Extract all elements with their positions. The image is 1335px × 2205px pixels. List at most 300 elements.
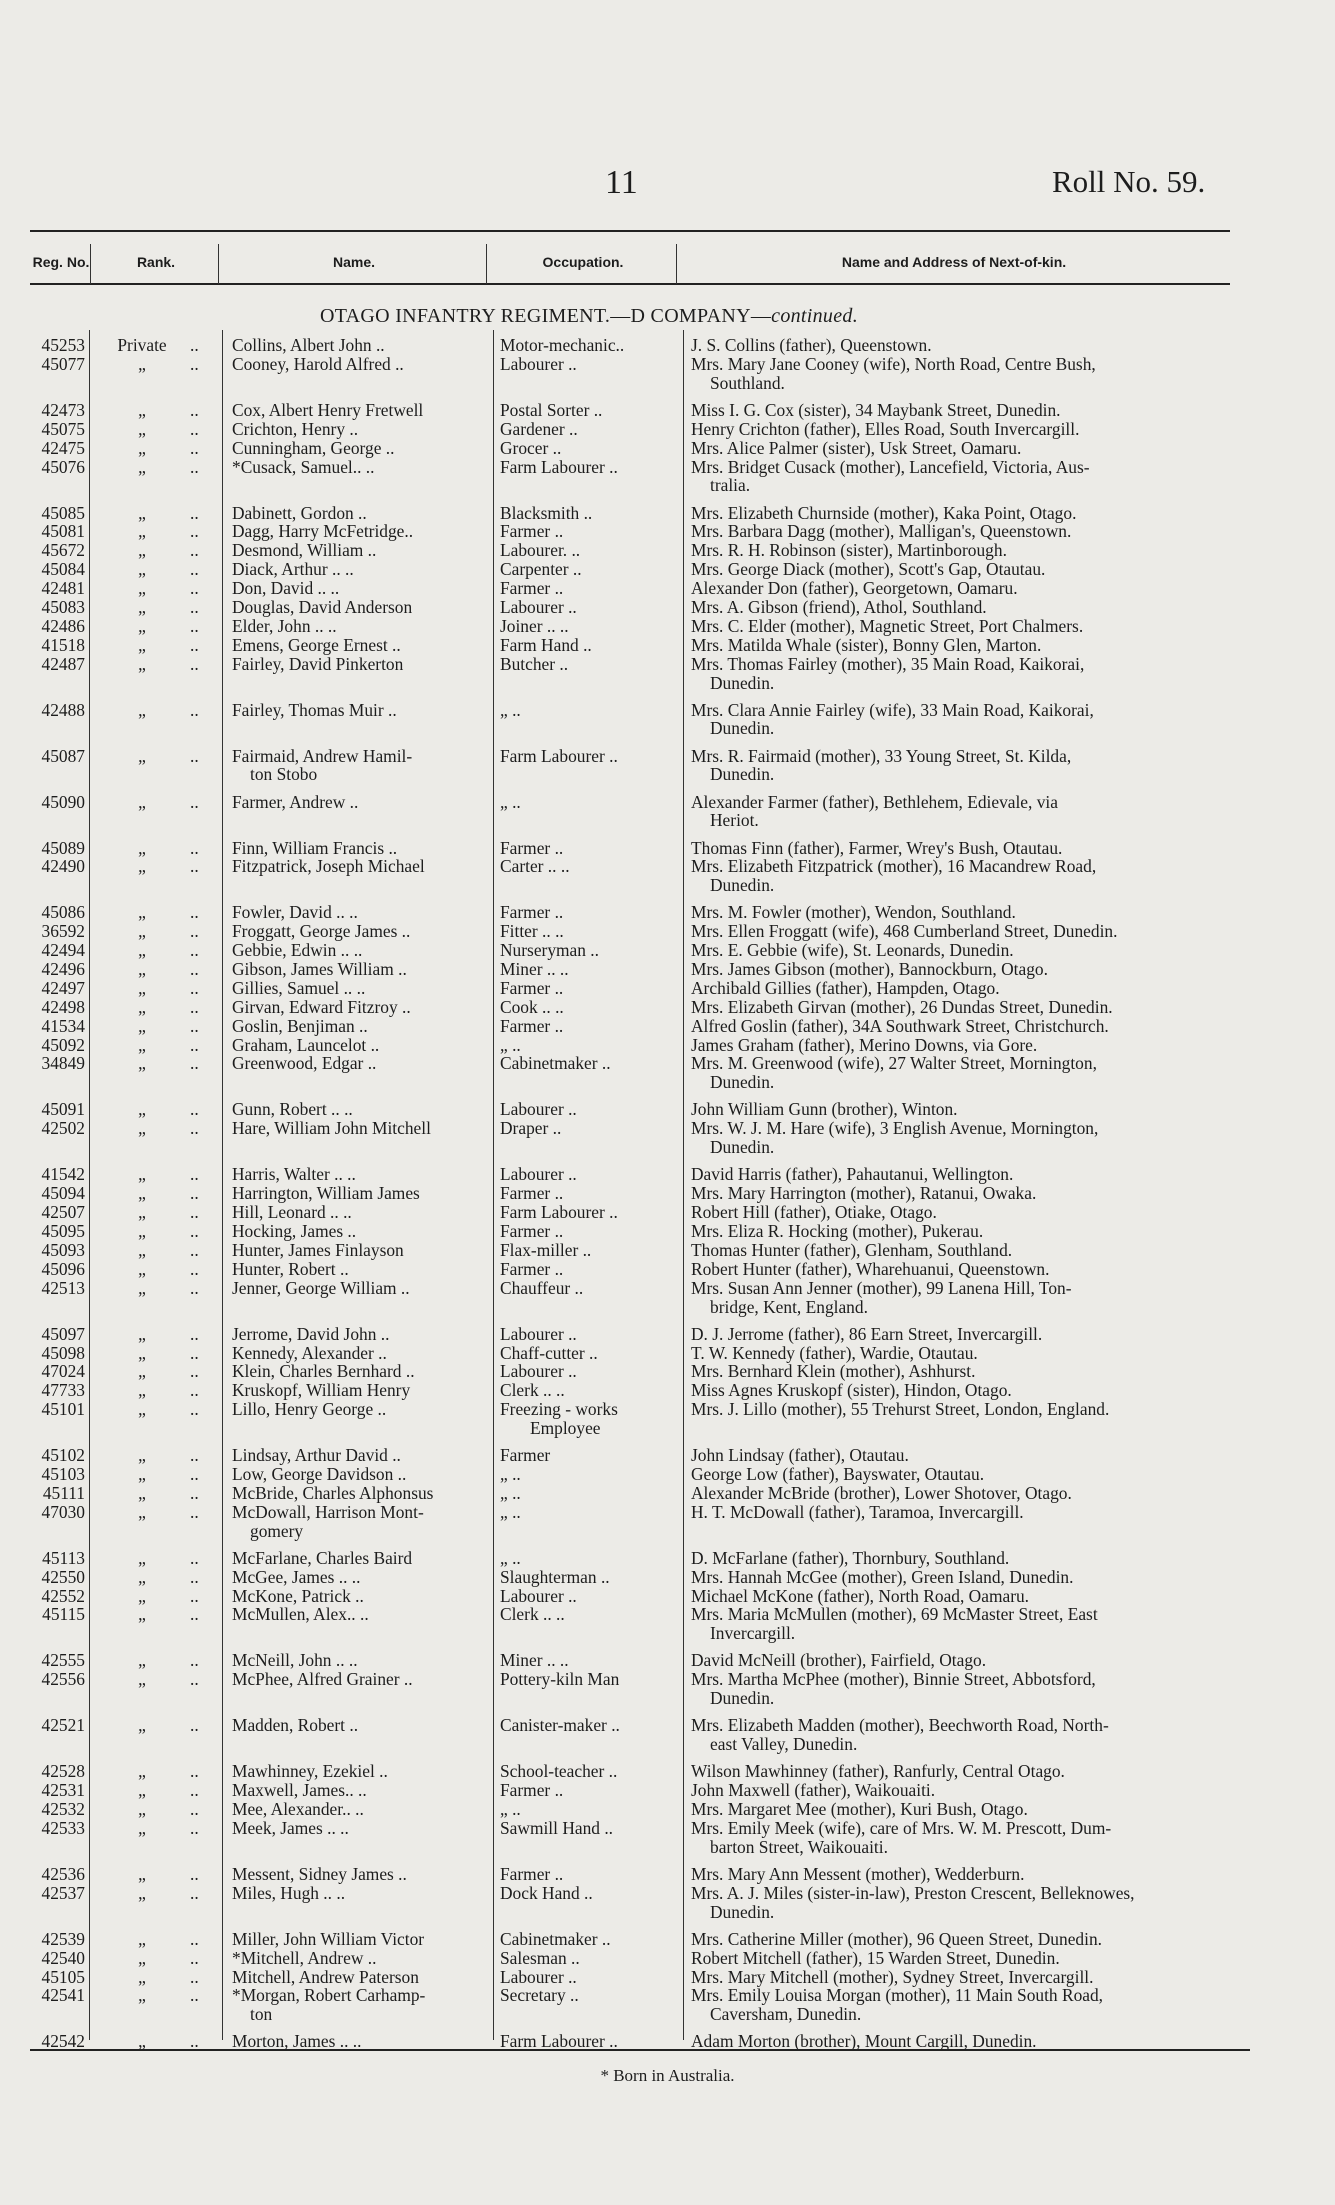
soldier-name: Dagg, Harry McFetridge..: [232, 521, 414, 542]
soldier-name: Fairley, Thomas Muir ..: [232, 699, 397, 720]
soldier-name: gomery: [250, 1520, 304, 1541]
occupation: Grocer ..: [500, 437, 562, 458]
next-of-kin: Robert Mitchell (father), 15 Warden Street, Dunedin.: [691, 1947, 1060, 1968]
occupation: Farmer ..: [500, 1220, 564, 1241]
leader-dots: ..: [190, 1239, 199, 1260]
leader-dots: ..: [190, 521, 199, 542]
rank: „: [138, 1202, 146, 1223]
next-of-kin: Dunedin.: [710, 764, 775, 785]
table-row: [0, 1203, 1335, 1222]
rank: „: [138, 1669, 146, 1690]
rank: „: [138, 856, 146, 877]
table-row: [0, 504, 1335, 523]
occupation: Farmer ..: [500, 1015, 564, 1036]
rank: Private: [117, 335, 167, 355]
leader-dots: ..: [190, 791, 199, 812]
table-row: [0, 1036, 1335, 1055]
soldier-name: Jenner, George William ..: [232, 1277, 410, 1298]
soldier-name: Meek, James .. ..: [232, 1817, 349, 1838]
reg-number: 47024: [41, 1361, 85, 1382]
next-of-kin: Mrs. R. Fairmaid (mother), 33 Young Street, St. Kilda,: [691, 745, 1072, 766]
leader-dots: ..: [190, 959, 199, 980]
leader-dots: ..: [190, 699, 199, 720]
leader-dots: ..: [190, 1817, 199, 1838]
soldier-name: *Morgan, Robert Carhamp-: [232, 1985, 426, 2006]
occupation: Farm Labourer ..: [500, 2031, 618, 2052]
leader-dots: ..: [190, 502, 199, 523]
reg-number: 42486: [41, 615, 85, 636]
rank: „: [138, 1501, 146, 1522]
occupation: School-teacher ..: [500, 1761, 618, 1782]
soldier-name: Harrington, William James: [232, 1183, 420, 1204]
leader-dots: ..: [190, 634, 199, 655]
next-of-kin: Dunedin.: [710, 1137, 775, 1158]
reg-number: 47733: [41, 1380, 85, 1401]
table-row: [0, 1446, 1335, 1465]
next-of-kin: Dunedin.: [710, 1688, 775, 1709]
soldier-name: Cooney, Harold Alfred ..: [232, 353, 404, 374]
table-row: [0, 1670, 1335, 1708]
reg-number: 42507: [41, 1202, 85, 1223]
rank: „: [138, 1799, 146, 1820]
reg-number: 45111: [42, 1482, 85, 1503]
next-of-kin: bridge, Kent, England.: [710, 1296, 868, 1317]
table-row: [0, 1781, 1335, 1800]
table-row: [0, 1165, 1335, 1184]
leader-dots: ..: [190, 1361, 199, 1382]
page-number: 11: [605, 164, 638, 201]
occupation: „ ..: [500, 1464, 521, 1485]
soldier-name: McDowall, Harrison Mont-: [232, 1501, 424, 1522]
reg-number: 36592: [41, 921, 85, 942]
reg-number: 42540: [41, 1947, 85, 1968]
occupation: Farm Labourer ..: [500, 456, 618, 477]
soldier-name: Hare, William John Mitchell: [232, 1118, 431, 1139]
table-row: [0, 1362, 1335, 1381]
leader-dots: ..: [190, 1323, 199, 1344]
leader-dots: ..: [190, 1928, 199, 1949]
leader-dots: ..: [190, 596, 199, 617]
soldier-name: Froggatt, George James ..: [232, 921, 411, 942]
next-of-kin: Dunedin.: [710, 1901, 775, 1922]
soldier-name: Fairley, David Pinkerton: [232, 653, 404, 674]
rank: „: [138, 596, 146, 617]
occupation: Farmer ..: [500, 1258, 564, 1279]
reg-number: 42536: [41, 1863, 85, 1884]
reg-number: 41542: [41, 1164, 85, 1185]
next-of-kin: Heriot.: [710, 810, 759, 831]
next-of-kin: Mrs. James Gibson (mother), Bannockburn, Otago.: [691, 959, 1048, 980]
rank: „: [138, 1761, 146, 1782]
next-of-kin: Mrs. W. J. M. Hare (wife), 3 English Avenue, Mornington,: [691, 1118, 1099, 1139]
next-of-kin: Mrs. A. Gibson (friend), Athol, Southland.: [691, 596, 987, 617]
reg-number: 42487: [41, 653, 85, 674]
next-of-kin: Mrs. Elizabeth Madden (mother), Beechworth Road, North-: [691, 1715, 1109, 1736]
table-row: [0, 839, 1335, 858]
soldier-name: Graham, Launcelot ..: [232, 1034, 380, 1055]
rank: „: [138, 1928, 146, 1949]
soldier-name: Dabinett, Gordon ..: [232, 502, 367, 523]
table-row: [0, 1260, 1335, 1279]
soldier-name: Mitchell, Andrew Paterson: [232, 1966, 419, 1987]
occupation: Farm Labourer ..: [500, 1202, 618, 1223]
next-of-kin: Mrs. Ellen Froggatt (wife), 468 Cumberland Street, Dunedin.: [691, 921, 1118, 942]
soldier-name: *Cusack, Samuel.. ..: [232, 456, 375, 477]
next-of-kin: Mrs. Eliza R. Hocking (mother), Pukerau.: [691, 1220, 984, 1241]
next-of-kin: H. T. McDowall (father), Taramoa, Invercargill.: [691, 1501, 1024, 1522]
rank: „: [138, 1118, 146, 1139]
soldier-name: Jerrome, David John ..: [232, 1323, 390, 1344]
rank: „: [138, 353, 146, 374]
occupation: Dock Hand ..: [500, 1882, 593, 1903]
table-row: [0, 1605, 1335, 1643]
table-row: [0, 336, 1335, 355]
reg-number: 45077: [41, 353, 85, 374]
soldier-name: Klein, Charles Bernhard ..: [232, 1361, 415, 1382]
column-divider: [676, 244, 677, 284]
reg-number: 45115: [42, 1604, 85, 1625]
soldier-name: Girvan, Edward Fitzroy ..: [232, 996, 411, 1017]
rank: „: [138, 1650, 146, 1671]
occupation: Secretary ..: [500, 1985, 579, 2006]
soldier-name: ton: [250, 2004, 273, 2025]
occupation: Farmer: [500, 1445, 551, 1466]
leader-dots: ..: [190, 653, 199, 674]
reg-number: 42531: [41, 1780, 85, 1801]
next-of-kin: Mrs. Thomas Fairley (mother), 35 Main Road, Kaikorai,: [691, 653, 1085, 674]
table-row: [0, 1184, 1335, 1203]
reg-number: 42494: [41, 940, 85, 961]
next-of-kin: Robert Hunter (father), Wharehuanui, Queenstown.: [691, 1258, 1050, 1279]
next-of-kin: Mrs. George Diack (mother), Scott's Gap, Otautau.: [691, 559, 1046, 580]
rank: „: [138, 1399, 146, 1420]
column-divider: [218, 244, 219, 284]
next-of-kin: Mrs. Catherine Miller (mother), 96 Queen Street, Dunedin.: [691, 1928, 1102, 1949]
soldier-name: Crichton, Henry ..: [232, 418, 359, 439]
leader-dots: ..: [190, 1380, 199, 1401]
soldier-name: Lillo, Henry George ..: [232, 1399, 387, 1420]
soldier-name: McNeill, John .. ..: [232, 1650, 358, 1671]
soldier-name: ton Stobo: [250, 764, 318, 785]
soldier-name: Hunter, James Finlayson: [232, 1239, 404, 1260]
rank: „: [138, 940, 146, 961]
rank: „: [138, 1985, 146, 2006]
leader-dots: ..: [190, 977, 199, 998]
next-of-kin: Alexander Don (father), Georgetown, Oamaru.: [691, 578, 1018, 599]
reg-number: 42541: [41, 1985, 85, 2006]
leader-dots: ..: [190, 1882, 199, 1903]
rank: „: [138, 699, 146, 720]
occupation: Cook .. ..: [500, 996, 564, 1017]
occupation: Cabinetmaker ..: [500, 1928, 611, 1949]
next-of-kin: Mrs. A. J. Miles (sister-in-law), Preston Crescent, Belleknowes,: [691, 1882, 1135, 1903]
next-of-kin: Mrs. Elizabeth Fitzpatrick (mother), 16 Macandrew Road,: [691, 856, 1097, 877]
occupation: Farmer ..: [500, 1863, 564, 1884]
next-of-kin: Mrs. Bridget Cusack (mother), Lancefield, Victoria, Aus-: [691, 456, 1090, 477]
occupation: Labourer ..: [500, 1585, 577, 1606]
leader-dots: ..: [190, 353, 199, 374]
next-of-kin: Michael McKone (father), North Road, Oamaru.: [691, 1585, 1030, 1606]
soldier-name: Elder, John .. ..: [232, 615, 337, 636]
next-of-kin: D. McFarlane (father), Thornbury, Southland.: [691, 1547, 1010, 1568]
next-of-kin: Miss Agnes Kruskopf (sister), Hindon, Otago.: [691, 1380, 1012, 1401]
next-of-kin: David McNeill (brother), Fairfield, Otago.: [691, 1650, 987, 1671]
table-row: [0, 1503, 1335, 1541]
soldier-name: Don, David .. ..: [232, 578, 340, 599]
next-of-kin: Mrs. C. Elder (mother), Magnetic Street, Port Chalmers.: [691, 615, 1084, 636]
table-row: [0, 1119, 1335, 1157]
occupation: Slaughterman ..: [500, 1566, 610, 1587]
rank: „: [138, 1863, 146, 1884]
reg-number: 45075: [41, 418, 85, 439]
reg-number: 45105: [41, 1966, 85, 1987]
table-row: [0, 355, 1335, 393]
reg-number: 41518: [41, 634, 85, 655]
leader-dots: ..: [190, 399, 199, 420]
reg-number: 42532: [41, 1799, 85, 1820]
rank: „: [138, 634, 146, 655]
leader-dots: ..: [190, 1863, 199, 1884]
next-of-kin: Mrs. Mary Mitchell (mother), Sydney Street, Invercargill.: [691, 1966, 1094, 1987]
table-row: [0, 1279, 1335, 1317]
table-row: [0, 1865, 1335, 1884]
leader-dots: ..: [190, 902, 199, 923]
next-of-kin: Miss I. G. Cox (sister), 34 Maybank Street, Dunedin.: [691, 399, 1061, 420]
table-row: [0, 598, 1335, 617]
next-of-kin: Southland.: [710, 372, 785, 393]
leader-dots: ..: [190, 745, 199, 766]
occupation: Farmer ..: [500, 1780, 564, 1801]
section-suffix: continued.: [771, 305, 859, 327]
leader-dots: ..: [190, 615, 199, 636]
occupation: Postal Sorter ..: [500, 399, 603, 420]
occupation: Farmer ..: [500, 521, 564, 542]
rank: „: [138, 1220, 146, 1241]
soldier-name: Hill, Leonard .. ..: [232, 1202, 352, 1223]
table-row: [0, 1568, 1335, 1587]
next-of-kin: John Maxwell (father), Waikouaiti.: [691, 1780, 936, 1801]
occupation: Miner .. ..: [500, 1650, 569, 1671]
rank: „: [138, 1164, 146, 1185]
reg-number: 42521: [41, 1715, 85, 1736]
reg-number: 42473: [41, 399, 85, 420]
next-of-kin: Mrs. Alice Palmer (sister), Usk Street, Oamaru.: [691, 437, 1022, 458]
occupation: Nurseryman ..: [500, 940, 600, 961]
leader-dots: ..: [190, 437, 199, 458]
occupation: Farmer ..: [500, 837, 564, 858]
rank: „: [138, 996, 146, 1017]
next-of-kin: Mrs. Susan Ann Jenner (mother), 99 Lanena Hill, Ton-: [691, 1277, 1072, 1298]
soldier-name: Kennedy, Alexander ..: [232, 1342, 387, 1363]
occupation: Farmer ..: [500, 1183, 564, 1204]
reg-number: 42528: [41, 1761, 85, 1782]
occupation: Labourer ..: [500, 596, 577, 617]
rank: „: [138, 745, 146, 766]
occupation: Pottery-kiln Man: [500, 1669, 620, 1690]
reg-number: 45081: [41, 521, 85, 542]
rank: „: [138, 615, 146, 636]
reg-number: 45103: [41, 1464, 85, 1485]
next-of-kin: Mrs. J. Lillo (mother), 55 Trehurst Street, London, England.: [691, 1399, 1110, 1420]
soldier-name: *Mitchell, Andrew ..: [232, 1947, 377, 1968]
leader-dots: ..: [190, 1034, 199, 1055]
table-row: [0, 522, 1335, 541]
rank: „: [138, 1099, 146, 1120]
leader-dots: ..: [190, 335, 199, 355]
reg-number: 45092: [41, 1034, 85, 1055]
table-row: [0, 1762, 1335, 1781]
table-row: [0, 747, 1335, 785]
rank: „: [138, 1053, 146, 1074]
column-divider: [486, 244, 487, 284]
next-of-kin: Thomas Finn (father), Farmer, Wrey's Bush, Otautau.: [691, 837, 1063, 858]
table-row: [0, 458, 1335, 496]
next-of-kin: Mrs. Emily Louisa Morgan (mother), 11 Main South Road,: [691, 1985, 1104, 2006]
table-row: [0, 1549, 1335, 1568]
table-row: [0, 1465, 1335, 1484]
rank: „: [138, 559, 146, 580]
soldier-name: McPhee, Alfred Grainer ..: [232, 1669, 413, 1690]
next-of-kin: Mrs. Emily Meek (wife), care of Mrs. W. M. Prescott, Dum-: [691, 1817, 1112, 1838]
leader-dots: ..: [190, 837, 199, 858]
reg-number: 45091: [41, 1099, 85, 1120]
reg-number: 42488: [41, 699, 85, 720]
leader-dots: ..: [190, 996, 199, 1017]
soldier-name: Harris, Walter .. ..: [232, 1164, 356, 1185]
table-row: [0, 1651, 1335, 1670]
next-of-kin: Alexander McBride (brother), Lower Shotover, Otago.: [691, 1482, 1072, 1503]
table-row: [0, 701, 1335, 739]
next-of-kin: Mrs. Hannah McGee (mother), Green Island, Dunedin.: [691, 1566, 1074, 1587]
roll-table: [0, 336, 1335, 2051]
reg-number: 42475: [41, 437, 85, 458]
soldier-name: Collins, Albert John ..: [232, 335, 385, 355]
occupation: Flax-miller ..: [500, 1239, 592, 1260]
occupation: Farm Hand ..: [500, 634, 592, 655]
rank: „: [138, 456, 146, 477]
table-row: [0, 401, 1335, 420]
reg-number: 45102: [41, 1445, 85, 1466]
reg-number: 45098: [41, 1342, 85, 1363]
leader-dots: ..: [190, 1399, 199, 1420]
table-row: [0, 439, 1335, 458]
occupation: Labourer ..: [500, 1966, 577, 1987]
rank: „: [138, 959, 146, 980]
occupation: Butcher ..: [500, 653, 569, 674]
table-row: [0, 1241, 1335, 1260]
reg-number: 42533: [41, 1817, 85, 1838]
reg-number: 42481: [41, 578, 85, 599]
leader-dots: ..: [190, 1650, 199, 1671]
next-of-kin: Mrs. Clara Annie Fairley (wife), 33 Main Road, Kaikorai,: [691, 699, 1094, 720]
rank: „: [138, 1947, 146, 1968]
table-row: [0, 579, 1335, 598]
next-of-kin: Alexander Farmer (father), Bethlehem, Edievale, via: [691, 791, 1058, 812]
next-of-kin: Dunedin.: [710, 718, 775, 739]
table-row: [0, 1986, 1335, 2024]
leader-dots: ..: [190, 418, 199, 439]
rank: „: [138, 1464, 146, 1485]
occupation: Salesman ..: [500, 1947, 580, 1968]
reg-number: 45090: [41, 791, 85, 812]
next-of-kin: George Low (father), Bayswater, Otautau.: [691, 1464, 985, 1485]
rank: „: [138, 653, 146, 674]
soldier-name: Hunter, Robert ..: [232, 1258, 349, 1279]
soldier-name: Gebbie, Edwin .. ..: [232, 940, 363, 961]
reg-number: 42556: [41, 1669, 85, 1690]
leader-dots: ..: [190, 1118, 199, 1139]
column-header-name: Name.: [332, 254, 376, 270]
table-row: [0, 922, 1335, 941]
next-of-kin: Mrs. Mary Harrington (mother), Ratanui, Owaka.: [691, 1183, 1037, 1204]
reg-number: 42490: [41, 856, 85, 877]
soldier-name: Miles, Hugh .. ..: [232, 1882, 346, 1903]
header-rule-top: [30, 230, 1230, 232]
reg-number: 45096: [41, 1258, 85, 1279]
occupation: Labourer ..: [500, 353, 577, 374]
soldier-name: Desmond, William ..: [232, 540, 377, 561]
rank: „: [138, 1604, 146, 1625]
table-row: [0, 1017, 1335, 1036]
occupation: Fitter .. ..: [500, 921, 564, 942]
occupation: Labourer ..: [500, 1099, 577, 1120]
next-of-kin: Caversham, Dunedin.: [710, 2004, 862, 2025]
reg-number: 45076: [41, 456, 85, 477]
occupation: Farmer ..: [500, 977, 564, 998]
table-row: [0, 903, 1335, 922]
header-rule-bottom: [30, 283, 1230, 285]
occupation: Employee: [530, 1418, 601, 1439]
soldier-name: Diack, Arthur .. ..: [232, 559, 354, 580]
occupation: Blacksmith ..: [500, 502, 593, 523]
column-header-next-of-kin: Name and Address of Next-of-kin.: [841, 254, 1067, 270]
next-of-kin: Robert Hill (father), Otiake, Otago.: [691, 1202, 937, 1223]
leader-dots: ..: [190, 1780, 199, 1801]
soldier-name: McBride, Charles Alphonsus: [232, 1482, 434, 1503]
soldier-name: Kruskopf, William Henry: [232, 1380, 411, 1401]
occupation: „ ..: [500, 1501, 521, 1522]
table-row: [0, 636, 1335, 655]
rank: „: [138, 1277, 146, 1298]
reg-number: 42550: [41, 1566, 85, 1587]
reg-number: 45087: [41, 745, 85, 766]
rank: „: [138, 1239, 146, 1260]
table-row: [0, 1344, 1335, 1363]
soldier-name: Fowler, David .. ..: [232, 902, 358, 923]
table-row: [0, 617, 1335, 636]
soldier-name: Douglas, David Anderson: [232, 596, 413, 617]
table-row: [0, 998, 1335, 1017]
next-of-kin: Alfred Goslin (father), 34A Southwark Street, Christchurch.: [691, 1015, 1109, 1036]
rank: „: [138, 1882, 146, 1903]
reg-number: 42502: [41, 1118, 85, 1139]
occupation: Labourer. ..: [500, 540, 581, 561]
occupation: „ ..: [500, 1547, 521, 1568]
leader-dots: ..: [190, 1183, 199, 1204]
occupation: Chaff-cutter ..: [500, 1342, 598, 1363]
rank: „: [138, 502, 146, 523]
soldier-name: Morton, James .. ..: [232, 2031, 362, 2052]
next-of-kin: Mrs. Martha McPhee (mother), Binnie Street, Abbotsford,: [691, 1669, 1096, 1690]
next-of-kin: D. J. Jerrome (father), 86 Earn Street, Invercargill.: [691, 1323, 1043, 1344]
next-of-kin: Mrs. E. Gebbie (wife), St. Leonards, Dunedin.: [691, 940, 1014, 961]
rank: „: [138, 791, 146, 812]
rank: „: [138, 1715, 146, 1736]
reg-number: 41534: [41, 1015, 85, 1036]
soldier-name: Farmer, Andrew ..: [232, 791, 359, 812]
next-of-kin: Henry Crichton (father), Elles Road, South Invercargill.: [691, 418, 1080, 439]
occupation: „ ..: [500, 699, 521, 720]
